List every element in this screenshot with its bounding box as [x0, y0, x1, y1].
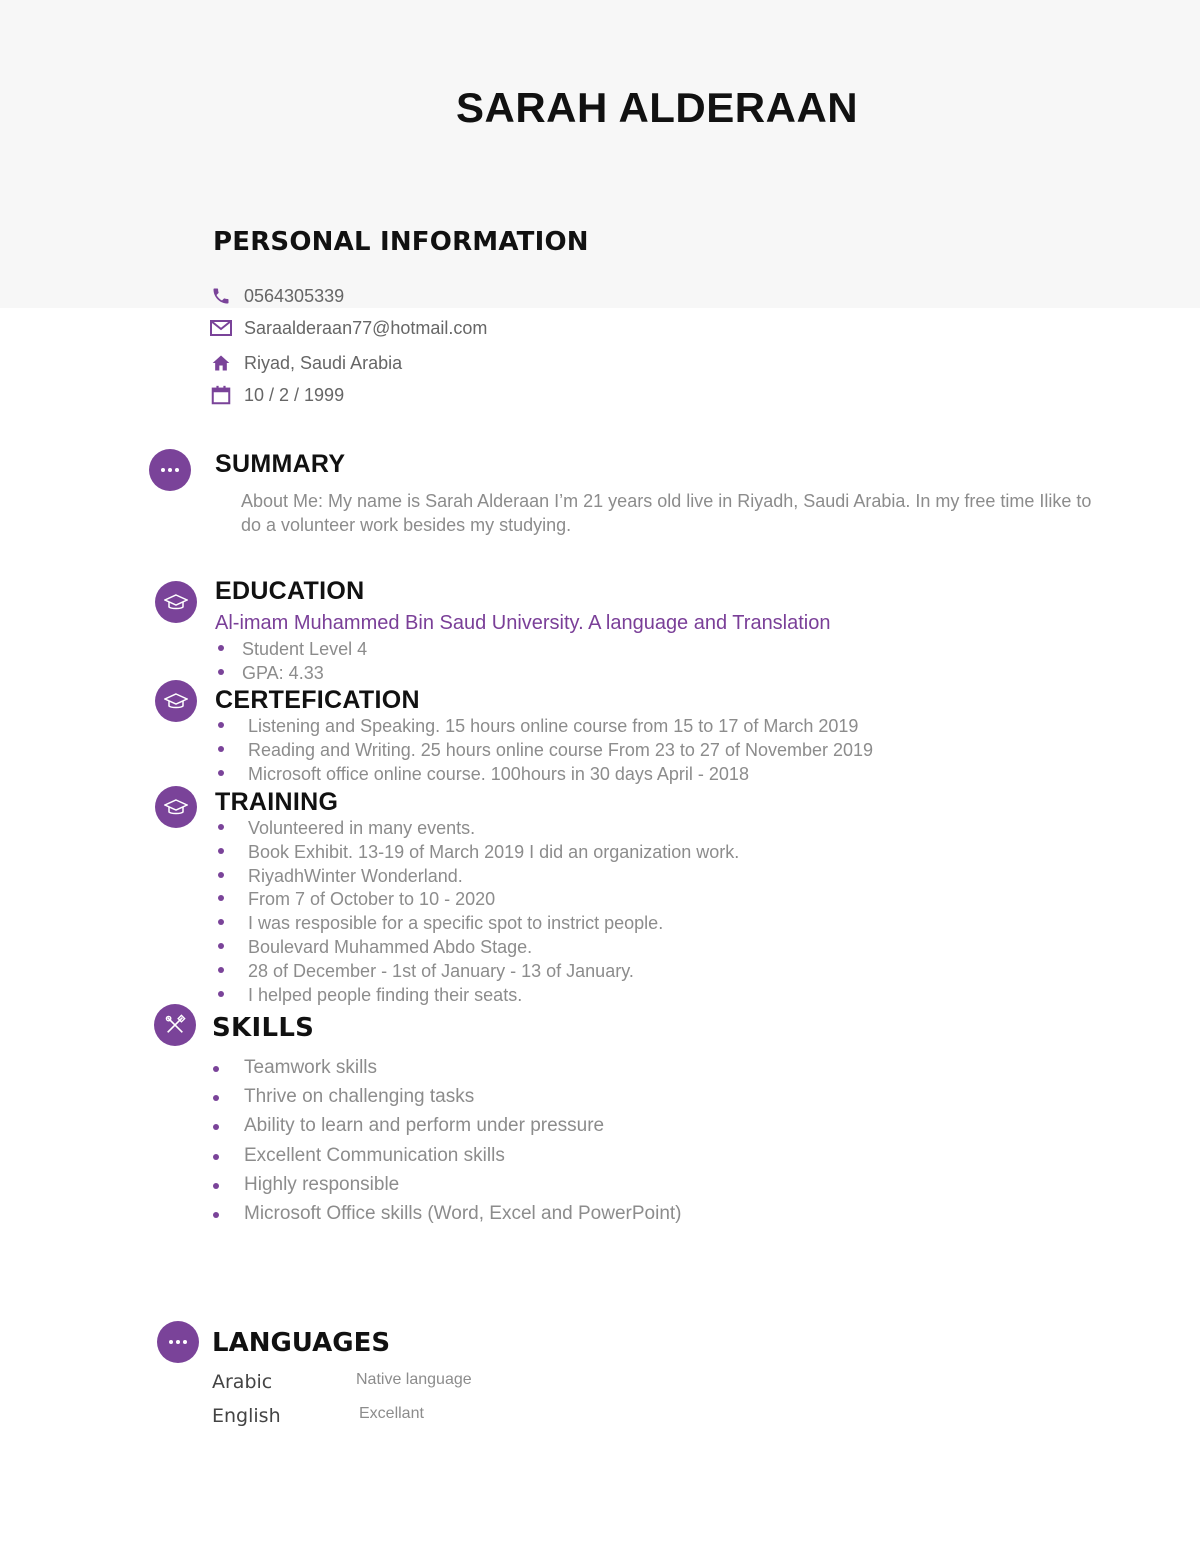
- ellipsis-icon: [157, 1321, 199, 1363]
- phone-icon: [208, 283, 234, 309]
- skills-heading: SKILLS: [212, 1013, 315, 1043]
- education-heading: EDUCATION: [215, 577, 365, 605]
- calendar-icon: [208, 382, 234, 408]
- summary-heading: SUMMARY: [215, 450, 346, 478]
- list-item: Volunteered in many events.: [218, 816, 739, 840]
- phone-number: 0564305339: [244, 285, 345, 306]
- certification-heading: CERTEFICATION: [215, 686, 420, 714]
- personal-information-heading: PERSONAL INFORMATION: [213, 227, 589, 257]
- list-item: RiyadhWinter Wonderland.: [218, 864, 739, 888]
- list-item: From 7 of October to 10 - 2020: [218, 887, 739, 911]
- language-level-english: Excellant: [359, 1405, 424, 1422]
- list-item: Thrive on challenging tasks: [213, 1083, 682, 1112]
- list-item: Boulevard Muhammed Abdo Stage.: [218, 935, 739, 959]
- list-item: Reading and Writing. 25 hours online course From 23 to 27 of November 2019: [218, 738, 873, 762]
- education-school: Al-imam Muhammed Bin Saud University. A language and Translation: [215, 612, 831, 634]
- header-band: [0, 0, 1200, 308]
- list-item: Student Level 4: [218, 637, 367, 661]
- training-heading: TRAINING: [215, 788, 339, 816]
- candidate-name: SARAH ALDERAAN: [456, 84, 859, 131]
- skills-list: [213, 1054, 682, 1229]
- list-item: Microsoft office online course. 100hours in 30 days April - 2018: [218, 762, 873, 786]
- contact-email: [208, 315, 487, 341]
- certification-list: [218, 714, 873, 786]
- education-list: [218, 637, 367, 685]
- address: Riyad, Saudi Arabia: [244, 352, 403, 373]
- list-item: Ability to learn and perform under pressure: [213, 1112, 682, 1141]
- graduation-cap-icon: [155, 581, 197, 623]
- training-list: [218, 816, 739, 1006]
- list-item: Teamwork skills: [213, 1054, 682, 1083]
- list-item: I helped people finding their seats.: [218, 983, 739, 1007]
- list-item: GPA: 4.33: [218, 661, 367, 685]
- ellipsis-icon: [149, 449, 191, 491]
- language-level-arabic: Native language: [356, 1371, 472, 1388]
- email-address: Saraalderaan77@hotmail.com: [244, 317, 488, 338]
- list-item: Highly responsible: [213, 1171, 682, 1200]
- contact-birthdate: [208, 382, 344, 408]
- list-item: Excellent Communication skills: [213, 1142, 682, 1171]
- language-name-arabic: Arabic: [212, 1371, 273, 1393]
- list-item: I was resposible for a specific spot to instrict people.: [218, 911, 739, 935]
- birthdate: 10 / 2 / 1999: [244, 384, 345, 405]
- list-item: Listening and Speaking. 15 hours online course from 15 to 17 of March 2019: [218, 714, 873, 738]
- graduation-cap-icon: [155, 680, 197, 722]
- list-item: 28 of December - 1st of January - 13 of January.: [218, 959, 739, 983]
- list-item: Book Exhibit. 13-19 of March 2019 I did an organization work.: [218, 840, 739, 864]
- contact-address: [208, 350, 402, 376]
- graduation-cap-icon: [155, 786, 197, 828]
- language-name-english: English: [212, 1405, 281, 1427]
- list-item: Microsoft Office skills (Word, Excel and PowerPoint): [213, 1200, 682, 1229]
- languages-heading: LANGUAGES: [212, 1328, 391, 1358]
- tools-icon: [154, 1004, 196, 1046]
- contact-phone: [208, 283, 344, 309]
- summary-text: About Me: My name is Sarah Alderaan I’m 21 years old live in Riyadh, Saudi Arabia. In my free time Ilike to do a volunteer work besides my studying.: [241, 491, 1092, 535]
- envelope-icon: [208, 315, 234, 341]
- home-icon: [208, 350, 234, 376]
